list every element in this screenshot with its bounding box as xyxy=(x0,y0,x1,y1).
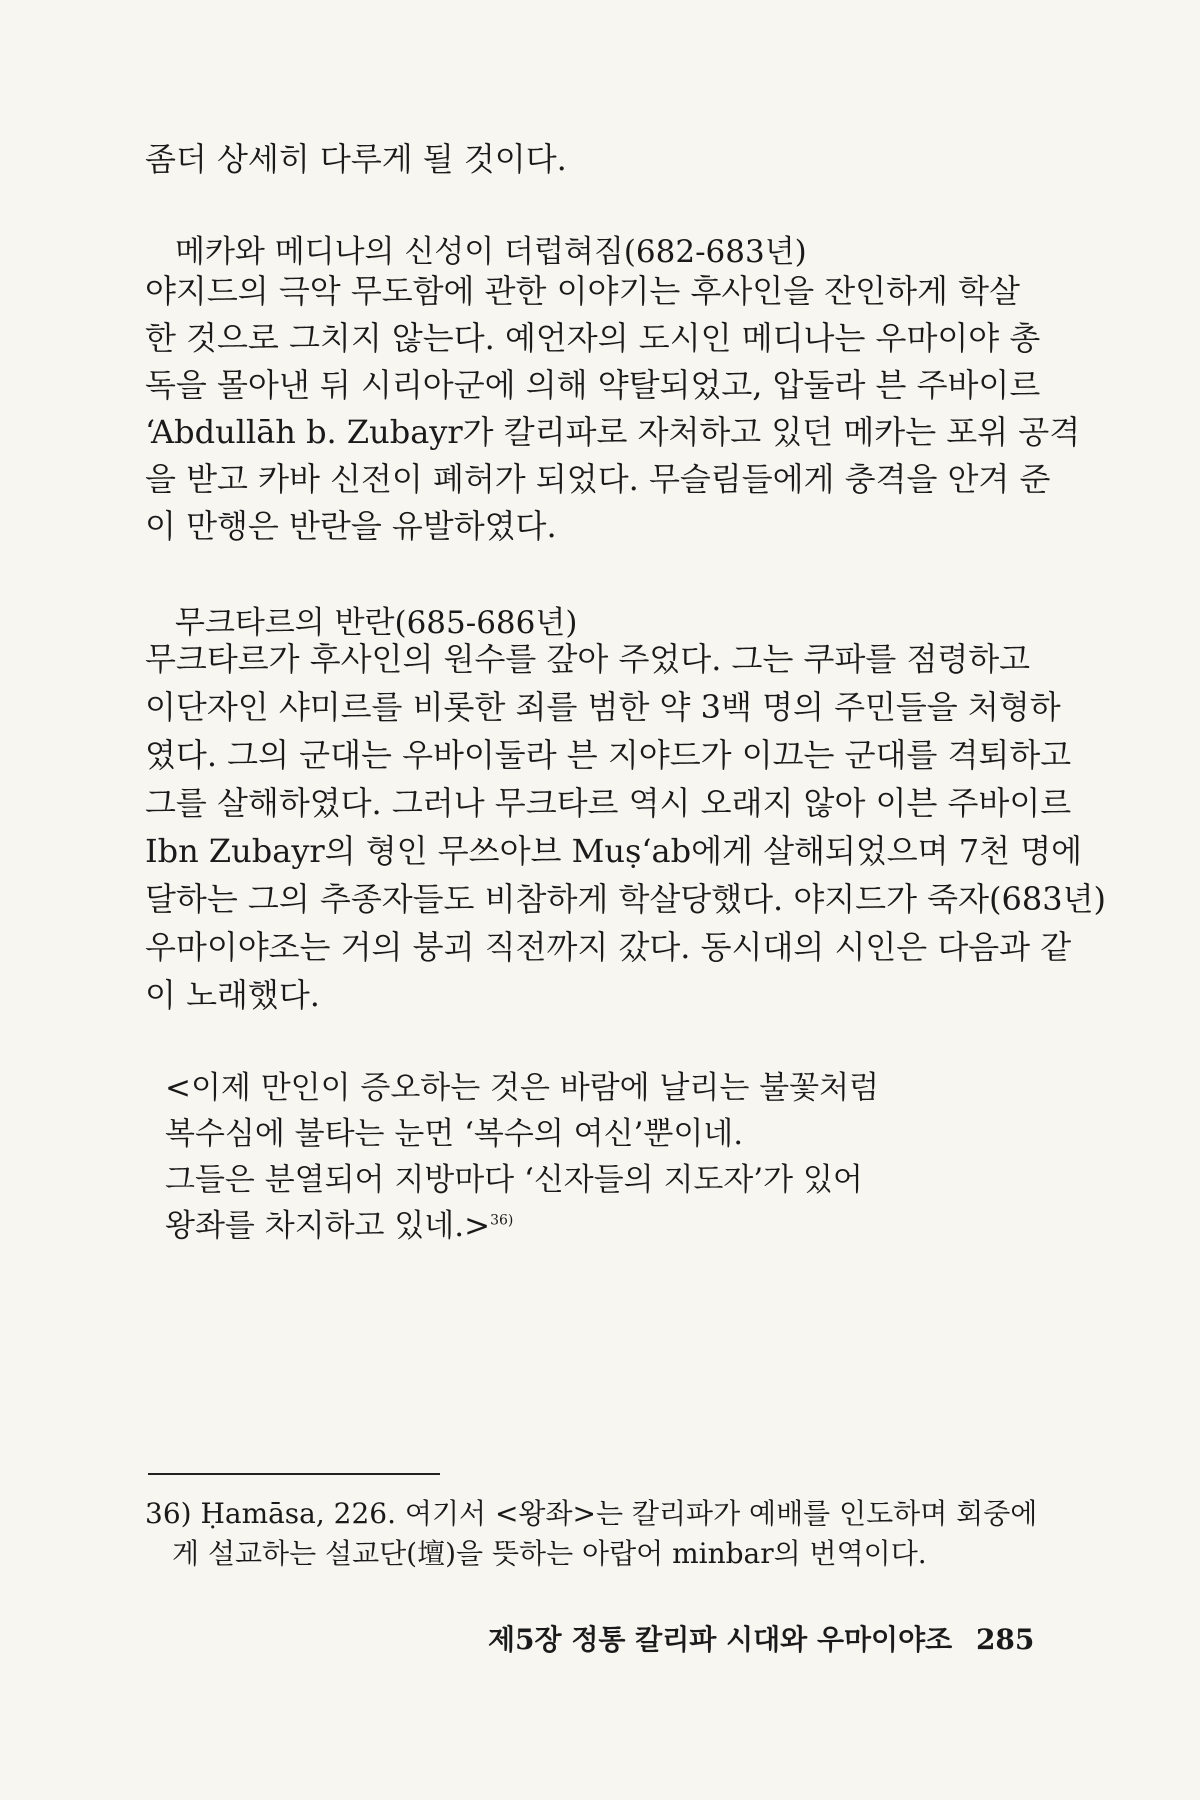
section2-line: 이단자인 샤미르를 비롯한 죄를 범한 약 3백 명의 주민들을 처형하 xyxy=(145,688,1061,726)
footnote-line: 게 설교하는 설교단(壇)을 뜻하는 아랍어 minbar의 번역이다. xyxy=(172,1537,927,1570)
footnote-divider xyxy=(148,1473,440,1475)
section1-line: 야지드의 극악 무도함에 관한 이야기는 후사인을 잔인하게 학살 xyxy=(145,272,1020,310)
section1-line: 한 것으로 그치지 않는다. 예언자의 도시인 메디나는 우마이야 총 xyxy=(145,319,1041,357)
section1-line: 을 받고 카바 신전이 폐허가 되었다. 무슬림들에게 충격을 안겨 준 xyxy=(145,460,1051,498)
poem-line-last xyxy=(165,1200,513,1245)
section2-line: 우마이야조는 거의 붕괴 직전까지 갔다. 동시대의 시인은 다음과 같 xyxy=(145,928,1072,966)
section2-line: 였다. 그의 군대는 우바이둘라 븐 지야드가 이끄는 군대를 격퇴하고 xyxy=(145,736,1072,774)
section2-line: 무크타르가 후사인의 원수를 갚아 주었다. 그는 쿠파를 점령하고 xyxy=(145,640,1031,678)
poem-line: 복수심에 불타는 눈먼 ‘복수의 여신’뿐이네. xyxy=(165,1116,744,1152)
footnote-line: 36) Ḥamāsa, 226. 여기서 <왕좌>는 칼리파가 예배를 인도하며 회중에 xyxy=(145,1497,1038,1530)
chapter-title: 제5장 정통 칼리파 시대와 우마이야조 xyxy=(488,1623,953,1656)
section1-line: ‘Abdullāh b. Zubayr가 칼리파로 자처하고 있던 메카는 포위 공격 xyxy=(145,413,1081,451)
section2-line: Ibn Zubayr의 형인 무쓰아브 Muṣ‘ab에게 살해되었으며 7천 명에 xyxy=(145,832,1083,870)
footnote-reference: 36) xyxy=(490,1212,514,1229)
section1-line: 독을 몰아낸 뒤 시리아군에 의해 약탈되었고, 압둘라 븐 주바이르 xyxy=(145,366,1041,404)
section2-heading: 무크타르의 반란(685-686년) xyxy=(175,605,578,641)
intro-line: 좀더 상세히 다루게 될 것이다. xyxy=(145,140,567,178)
poem-line: 그들은 분열되어 지방마다 ‘신자들의 지도자’가 있어 xyxy=(165,1162,863,1198)
section2-line: 이 노래했다. xyxy=(145,976,320,1014)
page-number: 285 xyxy=(975,1623,1035,1656)
poem-line: <이제 만인이 증오하는 것은 바람에 날리는 불꽃처럼 xyxy=(165,1070,879,1106)
poem-line: 왕좌를 차지하고 있네.> xyxy=(165,1208,491,1244)
section2-line: 달하는 그의 추종자들도 비참하게 학살당했다. 야지드가 죽자(683년) xyxy=(145,880,1106,918)
section2-line: 그를 살해하였다. 그러나 무크타르 역시 오래지 않아 이븐 주바이르 xyxy=(145,784,1072,822)
section1-line: 이 만행은 반란을 유발하였다. xyxy=(145,507,557,545)
section1-heading: 메카와 메디나의 신성이 더럽혀짐(682-683년) xyxy=(175,234,807,270)
page-footer xyxy=(488,1618,1034,1658)
